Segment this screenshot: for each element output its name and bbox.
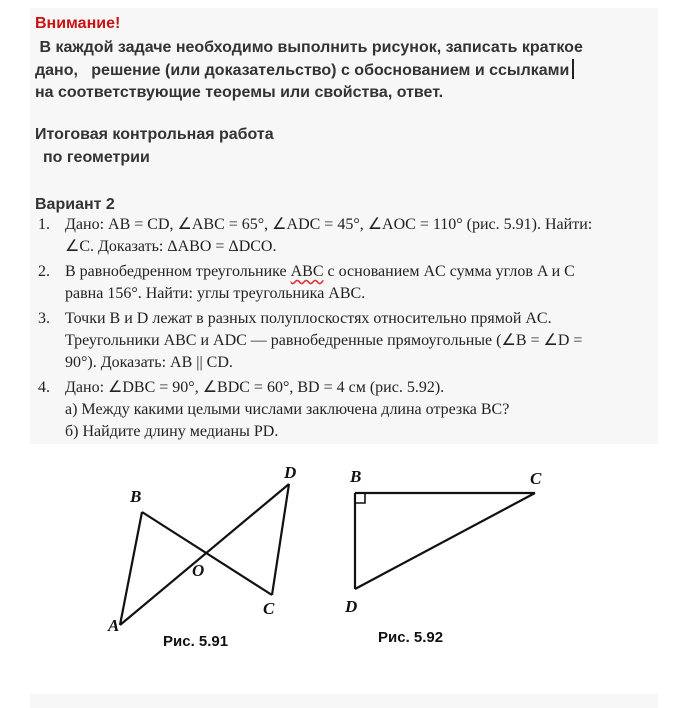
- point-label-d: D: [284, 463, 297, 482]
- task-line: равна 156°. Найти: углы треугольника ABC.: [65, 285, 366, 302]
- figure-caption: Рис. 5.91: [163, 633, 229, 650]
- task-4: [38, 377, 658, 443]
- variant-heading: Вариант 2: [35, 196, 115, 213]
- task-number: 1.: [38, 216, 50, 233]
- segment-dc: [355, 493, 535, 589]
- point-label-c: C: [530, 469, 542, 488]
- task-line: [65, 261, 658, 283]
- instructions-line: на соответствующие теоремы или свойства, ответ.: [35, 84, 444, 101]
- figure-5-91: [100, 458, 320, 638]
- instructions-line: В каждой задаче необходимо выполнить рисунок, записать краткое: [35, 39, 583, 56]
- task-line: б) Найдите длину медианы PD.: [65, 423, 279, 440]
- task-line: а) Между какими целыми числами заключена длина отрезка BC?: [65, 401, 510, 418]
- instructions-text: [35, 37, 667, 104]
- page-bottom-strip: [30, 694, 658, 708]
- task-line: 90°). Доказать: AB || CD.: [65, 354, 233, 371]
- task-number: 4.: [38, 379, 50, 396]
- task-text: с основанием AC сумма углов A и C: [323, 263, 575, 280]
- point-label-d: D: [345, 597, 358, 616]
- point-label-b: B: [130, 487, 142, 506]
- task-3: [38, 308, 658, 374]
- point-label-b: B: [350, 467, 362, 486]
- figure-caption: Рис. 5.92: [378, 629, 444, 646]
- instructions-line-with-cursor: [35, 59, 667, 82]
- task-line: Дано: AB = CD, ∠ABC = 65°, ∠ADC = 45°, ∠AOC = 110° (рис. 5.91). Найти:: [65, 216, 593, 233]
- task-line: ∠C. Доказать: ΔABO = ΔDCO.: [65, 238, 277, 255]
- segment-dc: [272, 484, 289, 595]
- task-2: [38, 261, 658, 305]
- point-label-a: A: [108, 616, 120, 635]
- figure-5-92: [340, 462, 560, 622]
- attention-heading: Внимание!: [35, 15, 121, 32]
- task-line: Дано: ∠DBC = 90°, ∠BDC = 60°, BD = 4 см (рис. 5.92).: [65, 379, 445, 396]
- task-list: [38, 214, 658, 446]
- test-subtitle: по геометрии: [43, 149, 150, 166]
- task-number: 3.: [38, 310, 50, 327]
- task-text: В равнобедренном треугольнике: [65, 263, 291, 280]
- task-number: 2.: [38, 263, 50, 280]
- spellcheck-marked-word: ABC: [290, 263, 324, 280]
- point-label-o: O: [192, 561, 205, 580]
- task-1: [38, 214, 658, 258]
- text-cursor: [572, 59, 574, 79]
- right-angle-mark: [355, 493, 365, 503]
- test-title: Итоговая контрольная работа: [35, 126, 274, 143]
- task-line: Треугольники ABC и ADC — равнобедренные прямоугольные (∠B = ∠D =: [65, 332, 583, 349]
- point-label-c: C: [263, 599, 275, 618]
- task-line: Точки B и D лежат в разных полуплоскостях относительно прямой AC.: [65, 310, 552, 327]
- instructions-line: дано, решение (или доказательство) с обоснованием и ссылками: [35, 62, 570, 79]
